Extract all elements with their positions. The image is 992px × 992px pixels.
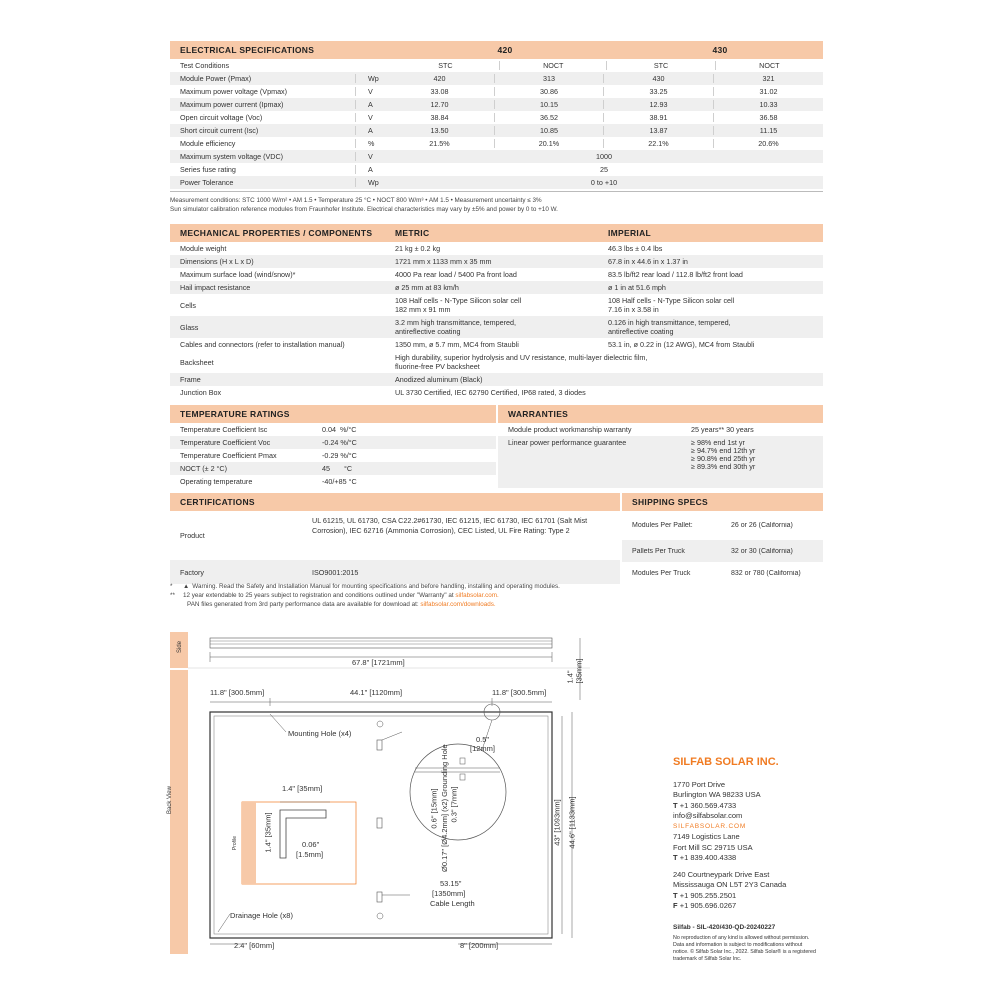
metric-header: METRIC [395, 228, 430, 238]
imperial-value [598, 318, 823, 336]
profile-width-dim: 1.4" [35mm] [282, 784, 323, 793]
span-value: 0 to +10 [590, 178, 618, 187]
value-cell: 12.70 [430, 100, 449, 109]
fn-star: * [170, 583, 173, 590]
product-label: Product [180, 531, 205, 540]
imperial-line: antireflective coating [608, 327, 674, 336]
mechanical-row [170, 268, 823, 281]
value-cell: 36.58 [713, 113, 823, 122]
fn-ext: 12 year extendable to 25 years subject to registration and conditions outlined under "Warranty" at [183, 592, 454, 599]
row-label: Maximum power voltage (Vpmax) [180, 87, 288, 96]
imperial-header: IMPERIAL [608, 228, 652, 238]
mechanical-row [170, 242, 823, 255]
value-cell: 11.15 [713, 126, 823, 135]
row-label: Short circuit current (Isc) [180, 126, 259, 135]
electrical-row [170, 111, 823, 124]
value-cell: 10.33 [713, 100, 823, 109]
metric-line: 1721 mm x 1133 mm x 35 mm [395, 257, 492, 266]
row-label: NOCT (± 2 °C) [180, 464, 228, 473]
mechanical-span-row [170, 351, 823, 373]
left-seg-dim: 11.8" [300.5mm] [210, 688, 265, 697]
row-value: 26 or 26 (California) [731, 522, 793, 529]
fn-warning: Warning. Read the Safety and Installation Manual for mounting specifications and before handling, installing and operating modules. [192, 583, 560, 590]
electrical-row [170, 124, 823, 137]
mechanical-row [170, 316, 823, 338]
downloads-link[interactable]: silfabsolar.com/downloads. [420, 601, 496, 608]
warranty-label: Module product workmanship warranty [508, 425, 632, 434]
metric-line: 4000 Pa rear load / 5400 Pa front load [395, 270, 517, 279]
email-link[interactable]: info@silfabsolar.com [673, 811, 743, 820]
row-label: Modules Per Pallet: [632, 522, 693, 529]
temperature-row [170, 475, 496, 488]
address-line: Fort Mill SC 29715 USA [673, 842, 753, 852]
right-seg-dim: 11.8" [300.5mm] [492, 688, 547, 697]
warranty-block [496, 423, 823, 488]
row-value: 45 °C [322, 464, 353, 473]
row-label: Dimensions (H x L x D) [180, 257, 254, 266]
row-unit: V [355, 113, 385, 122]
electrical-span-row [170, 150, 823, 163]
imperial-line: 0.126 in high transmittance, tempered, [608, 318, 731, 327]
drawing-svg [170, 632, 590, 957]
grounding-hole-label: Ø0.17" [Ø4.2mm] (x2) Grounding Hole [440, 744, 449, 872]
mounting-hole-label: Mounting Hole (x4) [288, 729, 352, 738]
row-label: Cables and connectors (refer to installation manual) [180, 340, 345, 349]
address-line: 7149 Logistics Lane [673, 832, 740, 841]
factory-row [170, 560, 620, 584]
row-label: Modules Per Truck [632, 569, 691, 577]
row-label: Maximum system voltage (VDC) [180, 152, 284, 161]
value-cell: 13.87 [603, 126, 713, 135]
row-label: Temperature Coefficient Voc [180, 438, 271, 447]
temperature-row [170, 449, 496, 462]
warning-icon: ▲ [183, 583, 190, 590]
value-cell: 10.15 [494, 100, 603, 109]
imperial-value [598, 283, 823, 292]
mechanical-row [170, 338, 823, 351]
row-unit: A [355, 165, 385, 174]
imperial-line: 53.1 in, ø 0.22 in (12 AWG), MC4 from Staubli [608, 340, 755, 349]
value-cell: 33.08 [430, 87, 449, 96]
technical-drawing [166, 632, 590, 957]
metric-value [385, 244, 598, 253]
product-row [170, 511, 620, 560]
imperial-value [598, 296, 823, 314]
mechanical-section [170, 224, 823, 399]
mechanical-span-row [170, 373, 823, 386]
product-line: Corrosion), IEC 62716 (Ammonia Corrosion), CEC Listed, UL Fire Rating: Type 2 [312, 525, 570, 535]
row-value: 32 or 30 (California) [731, 547, 793, 555]
fn-star: ** [170, 592, 175, 599]
row-value: -0.29 %/°C [322, 451, 357, 460]
row-unit: Wp [355, 74, 385, 83]
test-label: Test Conditions [180, 61, 230, 70]
metric-value [385, 340, 598, 349]
row-unit: V [355, 152, 385, 161]
imperial-line: 7.16 in x 3.58 in [608, 305, 659, 314]
row-label: Module Power (Pmax) [180, 74, 252, 83]
metric-line: 108 Half cells - N-Type Silicon solar cell [395, 296, 522, 305]
d03-dim: 0.3" [7mm] [449, 786, 459, 823]
imperial-value [598, 257, 823, 266]
fn-pan: PAN files generated from 3rd party performance data are available for download at: [187, 601, 419, 608]
half-in-dim: 0.5" [476, 735, 490, 744]
electrical-header [170, 41, 823, 59]
value-cell: 10.85 [494, 126, 603, 135]
row-label: Frame [180, 375, 201, 384]
value-cell: 38.84 [430, 113, 449, 122]
half-mm-dim: [12mm] [470, 744, 496, 753]
span-line: UL 3730 Certified, IEC 62790 Certified, IP68 rated, 3 diodes [395, 388, 586, 397]
temperature-row [170, 436, 496, 449]
warranty-extra: ≥ 90.8% end 25th yr [691, 454, 756, 463]
address-line: Burlington WA 98233 USA [673, 790, 761, 799]
temp-warranty-section [170, 405, 823, 488]
value-cell: 38.91 [603, 113, 713, 122]
cond: NOCT [715, 61, 823, 70]
warranty-value: ≥ 98% end 1st yr [691, 438, 745, 447]
row-label: Glass [180, 322, 199, 332]
row-label: Series fuse rating [180, 165, 236, 174]
electrical-span-row [170, 163, 823, 176]
row-label: Maximum surface load (wind/snow)* [180, 270, 296, 279]
side-label: Side [177, 640, 184, 654]
product-line: UL 61215, UL 61730, CSA C22.2#61730, IEC 61215, IEC 61730, IEC 61701 (Salt Mist [312, 516, 588, 525]
value-cell: 21.5% [429, 139, 450, 148]
legal-line: Data and information is subject to modifications without [673, 942, 803, 948]
metric-line: ø 25 mm at 83 km/h [395, 283, 459, 292]
website-link[interactable]: SILFABSOLAR.COM [673, 822, 747, 830]
imperial-line: 83.5 lb/ft2 rear load / 112.8 lb/ft2 front load [608, 270, 743, 279]
row-label: Module weight [180, 244, 227, 253]
factory-value: ISO9001:2015 [312, 567, 359, 577]
mechanical-row [170, 281, 823, 294]
metric-value [385, 296, 598, 314]
metric-line: antireflective coating [395, 327, 461, 336]
model-420: 420 [497, 45, 513, 55]
warranty-label: Linear power performance guarantee [508, 438, 627, 447]
cable-in: 53.15" [440, 879, 462, 888]
value-cell: 22.1% [603, 139, 713, 148]
shipping-row [622, 540, 823, 562]
address-line: 1770 Port Drive [673, 779, 726, 789]
span-value [385, 375, 823, 384]
warranty-row [498, 423, 823, 436]
company-block [673, 757, 823, 963]
length-dim: 67.8" [1721mm] [352, 658, 405, 667]
row-label: Pallets Per Truck [632, 547, 685, 555]
imperial-value [598, 244, 823, 253]
bottom24-dim: 2.4" [60mm] [234, 941, 275, 950]
profile-label: Profile [232, 835, 239, 851]
row-unit: A [355, 126, 385, 135]
shipping-row [622, 511, 823, 540]
row-value: 832 or 780 (California) [731, 569, 801, 577]
value-cell: 31.02 [713, 87, 823, 96]
metric-line: 182 mm x 91 mm [395, 305, 451, 314]
phone-label: T [673, 890, 678, 900]
span-value: 1000 [596, 152, 612, 161]
value-cell: 20.1% [494, 139, 603, 148]
row-unit: A [355, 100, 385, 109]
row-label: Open circuit voltage (Voc) [180, 113, 263, 122]
electrical-span-row [170, 176, 823, 189]
legal-line: trademark of Silfab Solar Inc. [673, 956, 742, 962]
d06-dim: 0.6" [15mm] [429, 788, 439, 829]
imperial-value [598, 340, 823, 349]
measurement-note: Measurement conditions: STC 1000 W/m² • AM 1.5 • Temperature 25 °C • NOCT 800 W/m³ • AM 1.5 • Measurement uncertainty ≤ 3% [170, 197, 542, 204]
row-label: Maximum power current (Ipmax) [180, 100, 284, 109]
mid-seg-dim: 44.1" [1120mm] [350, 688, 403, 697]
mechanical-header [170, 224, 823, 242]
metric-value [385, 257, 598, 266]
electrical-row [170, 137, 823, 150]
row-unit: % [355, 139, 385, 148]
electrical-title: ELECTRICAL SPECIFICATIONS [180, 45, 315, 55]
bottom8-dim: 8" [200mm] [460, 941, 499, 950]
temperature-title: TEMPERATURE RATINGS [180, 409, 290, 419]
span-value: 25 [600, 165, 608, 174]
electrical-row [170, 72, 823, 85]
imperial-line: 67.8 in x 44.6 in x 1.37 in [608, 257, 688, 266]
cert-shipping-section [170, 493, 823, 584]
factory-label: Factory [180, 567, 204, 577]
profile-thick-mm: [1.5mm] [296, 850, 324, 859]
span-value [385, 388, 823, 397]
value-cell: 20.6% [713, 139, 823, 148]
value-cell: 13.50 [430, 126, 449, 135]
legal-line: No reproduction of any kind is allowed without permission. [673, 935, 810, 941]
phone-number: +1 360.569.4733 [679, 800, 737, 810]
metric-value [385, 318, 598, 336]
phone-label: T [673, 800, 678, 810]
company-name: SILFAB SOLAR INC. [673, 756, 779, 768]
span-line: fluorine-free PV backsheet [395, 362, 480, 371]
footnotes [170, 582, 830, 609]
row-label: Backsheet [180, 357, 214, 367]
row-label: Junction Box [180, 388, 222, 397]
metric-line: 1350 mm, ø 5.7 mm, MC4 from Staubli [395, 340, 519, 349]
metric-value [385, 270, 598, 279]
value-cell: 12.93 [603, 100, 713, 109]
electrical-section [170, 41, 823, 214]
row-unit: Wp [355, 178, 385, 187]
electrical-row [170, 98, 823, 111]
cond: NOCT [499, 61, 606, 70]
row-value: -40/+85 °C [322, 477, 357, 486]
metric-line: 21 kg ± 0.2 kg [395, 244, 441, 253]
warranty-extra: ≥ 89.3% end 30th yr [691, 462, 756, 471]
row-label: Power Tolerance [180, 178, 234, 187]
value-cell: 30.86 [494, 87, 603, 96]
cond: STC [438, 61, 453, 70]
cable-label: Cable Length [430, 899, 475, 908]
value-cell: 313 [494, 74, 603, 83]
row-label: Module efficiency [180, 139, 236, 148]
calibration-note: Sun simulator calibration reference modules from Fraunhofer Institute. Electrical characteristics may vary by ±5% and power by 0 to +10 W. [170, 206, 558, 213]
mechanical-span-row [170, 386, 823, 399]
cert-shipping-header [170, 493, 823, 511]
temp-warranty-header [170, 405, 823, 423]
depth-dim: 1.4" [35mm] [565, 658, 584, 684]
address-line: 240 Courtneypark Drive East [673, 869, 770, 879]
address-line: Mississauga ON L5T 2Y3 Canada [673, 880, 787, 889]
value-cell: 420 [433, 74, 446, 83]
document-id: Silfab - SIL-420/430-QD-20240227 [673, 923, 776, 931]
cond: STC [606, 61, 714, 70]
shipping-title: SHIPPING SPECS [620, 493, 823, 511]
profile-height-dim: 1.4" [35mm] [263, 812, 273, 853]
mechanical-title: MECHANICAL PROPERTIES / COMPONENTS [180, 228, 373, 238]
row-label: Temperature Coefficient Pmax [180, 451, 277, 460]
span-line: Anodized aluminum (Black) [395, 375, 483, 384]
temperature-row [170, 423, 496, 436]
model-430: 430 [712, 45, 728, 55]
test-conditions-row [170, 59, 823, 72]
row-label: Operating temperature [180, 477, 253, 486]
fax-label: F [673, 901, 678, 910]
legal-line: notice. © Silfab Solar Inc., 2022. Silfab Solar® is a registered [673, 949, 816, 955]
span-value [385, 353, 823, 371]
back-view-label: Back View [166, 786, 173, 814]
cable-mm: [1350mm] [432, 889, 466, 898]
imperial-line: 108 Half cells - N-Type Silicon solar cell [608, 296, 735, 305]
row-unit: V [355, 87, 385, 96]
phone-label: T [673, 853, 678, 862]
metric-value [385, 283, 598, 292]
imperial-line: ø 1 in at 51.6 mph [608, 283, 666, 292]
row-label: Cells [180, 300, 196, 310]
warranty-extra: ≥ 94.7% end 12th yr [691, 446, 756, 455]
certifications-title: CERTIFICATIONS [180, 497, 255, 507]
profile-thick-in: 0.06" [302, 840, 320, 849]
temperature-row [170, 462, 496, 475]
warranty-value: 25 years** 30 years [691, 425, 754, 434]
row-value: 0.04 %/°C [322, 425, 357, 434]
row-value: -0.24 %/°C [322, 438, 357, 447]
value-cell: 321 [713, 74, 823, 83]
drainage-hole-label: Drainage Hole (x8) [230, 911, 293, 920]
phone-number: +1 839.400.4338 [679, 853, 737, 862]
row-label: Temperature Coefficient Isc [180, 425, 268, 434]
width446-dim: 44.6" [1133mm] [567, 796, 577, 849]
phone-number: +1 905.255.2501 [679, 890, 737, 900]
mechanical-row [170, 294, 823, 316]
fax-number: +1 905.696.0267 [679, 901, 737, 910]
value-cell: 430 [603, 74, 713, 83]
imperial-value [598, 270, 823, 279]
row-label: Hail impact resistance [180, 283, 251, 292]
metric-line: 3.2 mm high transmittance, tempered, [395, 318, 517, 327]
value-cell: 33.25 [603, 87, 713, 96]
width43-dim: 43" [1093mm] [552, 799, 562, 846]
warranty-link[interactable]: silfabsolar.com. [455, 592, 499, 599]
electrical-row [170, 85, 823, 98]
warranties-title: WARRANTIES [496, 405, 823, 423]
imperial-line: 46.3 lbs ± 0.4 lbs [608, 244, 663, 253]
shipping-row [622, 562, 823, 584]
span-line: High durability, superior hydrolysis and UV resistance, multi-layer dielectric film, [395, 353, 648, 362]
mechanical-row [170, 255, 823, 268]
value-cell: 36.52 [494, 113, 603, 122]
